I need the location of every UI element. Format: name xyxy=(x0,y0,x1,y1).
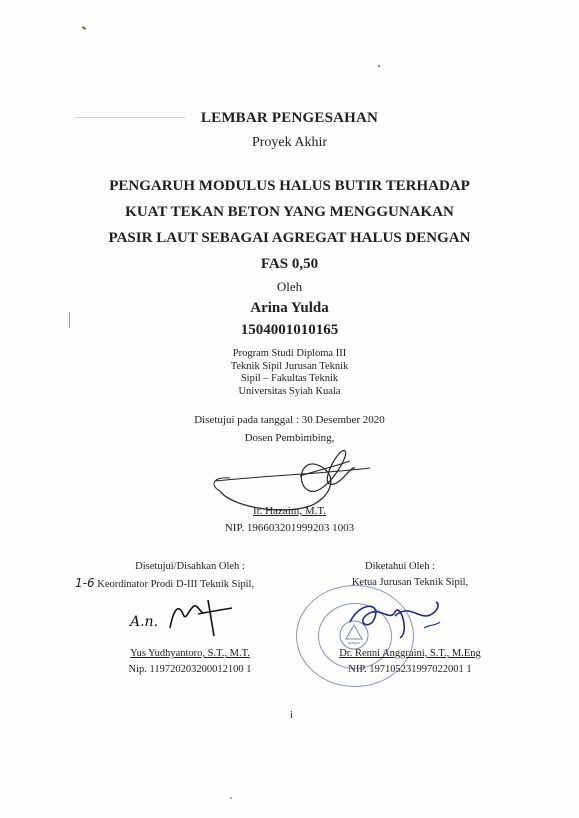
left-signer-name: Yus Yudhyantoro, S.T., M.T. xyxy=(130,648,250,659)
right-signer-name: Dr. Renni Anggraini, S.T., M.Eng xyxy=(339,648,481,659)
right-signer-nip: NIP. 197105231997022001 1 xyxy=(348,664,472,675)
scan-dot xyxy=(82,26,86,30)
thesis-title-line: KUAT TEKAN BETON YANG MENGGUNAKAN xyxy=(125,204,454,220)
svg-text:A.n.: A.n. xyxy=(130,614,159,630)
supervisor-name: Ir. Hazaim, M.T. xyxy=(252,505,327,517)
thesis-title-line: PENGARUH MODULUS HALUS BUTIR TERHADAP xyxy=(109,178,470,194)
right-approval-label: Diketahui Oleh : xyxy=(365,561,435,572)
thesis-title-line: PASIR LAUT SEBAGAI AGREGAT HALUS DENGAN xyxy=(108,230,471,246)
student-id: 1504001010165 xyxy=(240,322,339,338)
author-name: Arina Yulda xyxy=(250,300,329,316)
by-label: Oleh xyxy=(276,279,303,294)
left-signature xyxy=(128,592,248,642)
supervisor-nip: NIP. 196603201999203 1003 xyxy=(224,522,355,534)
thesis-title xyxy=(0,173,579,277)
supervisor-label: Dosen Pembimbing, xyxy=(244,432,335,444)
program-line: Sipil – Fakultas Teknik xyxy=(240,373,339,384)
scan-dot xyxy=(378,65,380,67)
program-block xyxy=(0,348,579,398)
left-approval-role xyxy=(75,577,305,592)
page-subtitle: Proyek Akhir xyxy=(251,135,328,150)
left-approval-label: Disetujui/Disahkan Oleh : xyxy=(135,561,245,572)
page-title: LEMBAR PENGESAHAN xyxy=(200,110,379,126)
right-approval-role: Ketua Jurusan Teknik Sipil, xyxy=(351,577,469,588)
left-signer-nip: Nip. 119720203200012100 1 xyxy=(128,664,252,675)
program-line: Program Studi Diploma III xyxy=(232,348,347,359)
program-line: Universitas Syiah Kuala xyxy=(238,385,341,397)
approval-date: Disetujui pada tanggal : 30 Desember 2020 xyxy=(194,414,385,426)
right-signature xyxy=(340,592,450,644)
handwritten-prefix: 1-6 xyxy=(75,576,95,590)
page-number: i xyxy=(290,710,293,721)
program-line: Teknik Sipil Jurusan Teknik xyxy=(230,360,349,372)
scan-dot xyxy=(230,797,232,799)
thesis-title-line: FAS 0,50 xyxy=(260,256,319,272)
left-role-text: Keordinator Prodi D-III Teknik Sipil, xyxy=(97,579,255,590)
